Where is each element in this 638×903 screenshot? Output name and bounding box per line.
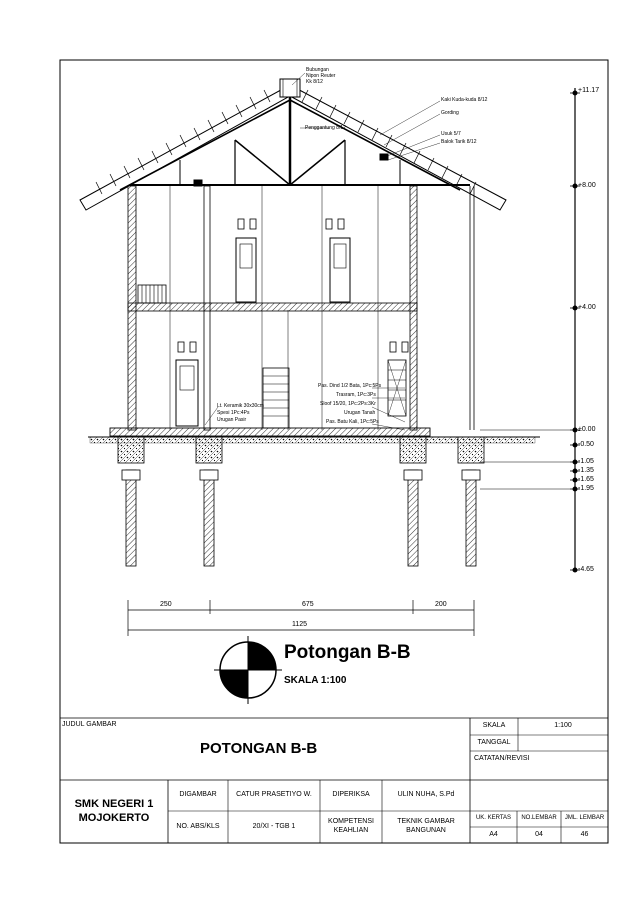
dimension-middle: 675 bbox=[302, 601, 314, 608]
dimension-lines bbox=[128, 600, 474, 636]
note-gording: Gording bbox=[441, 110, 459, 116]
level-label: +8.00 bbox=[578, 182, 596, 189]
drawing-title: Potongan B-B bbox=[284, 642, 411, 663]
dimension-right: 200 bbox=[435, 601, 447, 608]
note-spesi: Spesi 1Pc:4Ps bbox=[217, 410, 250, 416]
no-abs-value: 20/XI - TGB 1 bbox=[252, 822, 296, 830]
level-label: -1.35 bbox=[578, 467, 594, 474]
level-label: -1.95 bbox=[578, 485, 594, 492]
dimension-total: 1125 bbox=[292, 621, 308, 628]
jml-lembar-label: JML. LEMBAR bbox=[564, 815, 605, 822]
note-nipon-reuter: Nipon Reuter bbox=[306, 73, 336, 79]
uk-kertas-value: A4 bbox=[489, 830, 498, 838]
skala-value: 1:100 bbox=[554, 722, 572, 730]
note-lt-keramik: Lt. Keramik 30x30cm bbox=[217, 403, 264, 409]
level-label: ±0.00 bbox=[578, 426, 596, 433]
kompetensi-label: KOMPETENSI KEAHLIAN bbox=[328, 818, 374, 834]
catatan-label: CATATAN/REVISI bbox=[474, 755, 530, 762]
note-urugan-pasir: Urugan Pasir bbox=[217, 417, 247, 423]
drawing-scale: SKALA 1:100 bbox=[284, 675, 347, 686]
note-bubungan: Bubungan bbox=[306, 67, 329, 73]
diperiksa-value: ULIN NUHA, S.Pd bbox=[397, 791, 455, 799]
note-urugan-tanah: Urugan Tanah bbox=[344, 410, 376, 416]
digambar-label: DIGAMBAR bbox=[179, 791, 217, 799]
building-section bbox=[110, 186, 474, 436]
dimension-left: 250 bbox=[160, 601, 172, 608]
note-penggantung: Penggantung 8/12 bbox=[305, 125, 346, 131]
note-kk: Kk 8/12 bbox=[306, 79, 323, 85]
note-trasram: Trasram, 1Pc:3Ps bbox=[336, 392, 376, 398]
note-sloof: Sloof 15/20, 1Pc:2Ps:3Kr bbox=[320, 401, 376, 407]
uk-kertas-label: UK. KERTAS bbox=[475, 815, 512, 822]
level-label: +11.17 bbox=[578, 87, 600, 94]
note-pas-dind: Pas. Dind 1/2 Bata, 1Pc:5Ps bbox=[318, 383, 382, 389]
foundation bbox=[88, 437, 540, 566]
level-label: +4.00 bbox=[578, 304, 596, 311]
digambar-value: CATUR PRASETIYO W. bbox=[236, 791, 312, 799]
school-name: SMK NEGERI 1 MOJOKERTO bbox=[74, 797, 154, 824]
level-label: -1.65 bbox=[578, 476, 594, 483]
level-label: -1.05 bbox=[578, 458, 594, 465]
note-balok-tarik: Balok Tarik 8/12 bbox=[441, 139, 477, 145]
skala-label: SKALA bbox=[482, 722, 506, 730]
diperiksa-label: DIPERIKSA bbox=[332, 791, 370, 799]
no-lembar-label: NO.LEMBAR bbox=[521, 815, 557, 822]
tanggal-label: TANGGAL bbox=[477, 738, 511, 746]
note-usuk: Usuk 5/7 bbox=[441, 131, 461, 137]
note-kaki-kuda: Kaki Kuda-kuda 8/12 bbox=[441, 97, 488, 103]
level-label: -0.50 bbox=[578, 441, 594, 448]
level-label: -4.65 bbox=[578, 566, 594, 573]
note-pas-batu-kali: Pas. Batu Kali, 1Pc:5Ps bbox=[326, 419, 379, 425]
judul-label: JUDUL GAMBAR bbox=[62, 721, 117, 728]
level-scale bbox=[480, 88, 580, 572]
no-abs-label: NO. ABS/KLS bbox=[176, 822, 220, 830]
jml-lembar-value: 46 bbox=[580, 830, 589, 838]
kompetensi-value: TEKNIK GAMBAR BANGUNAN bbox=[397, 818, 455, 834]
no-lembar-value: 04 bbox=[535, 830, 543, 838]
section-symbol bbox=[214, 636, 282, 704]
judul-gambar: POTONGAN B-B bbox=[200, 740, 318, 757]
